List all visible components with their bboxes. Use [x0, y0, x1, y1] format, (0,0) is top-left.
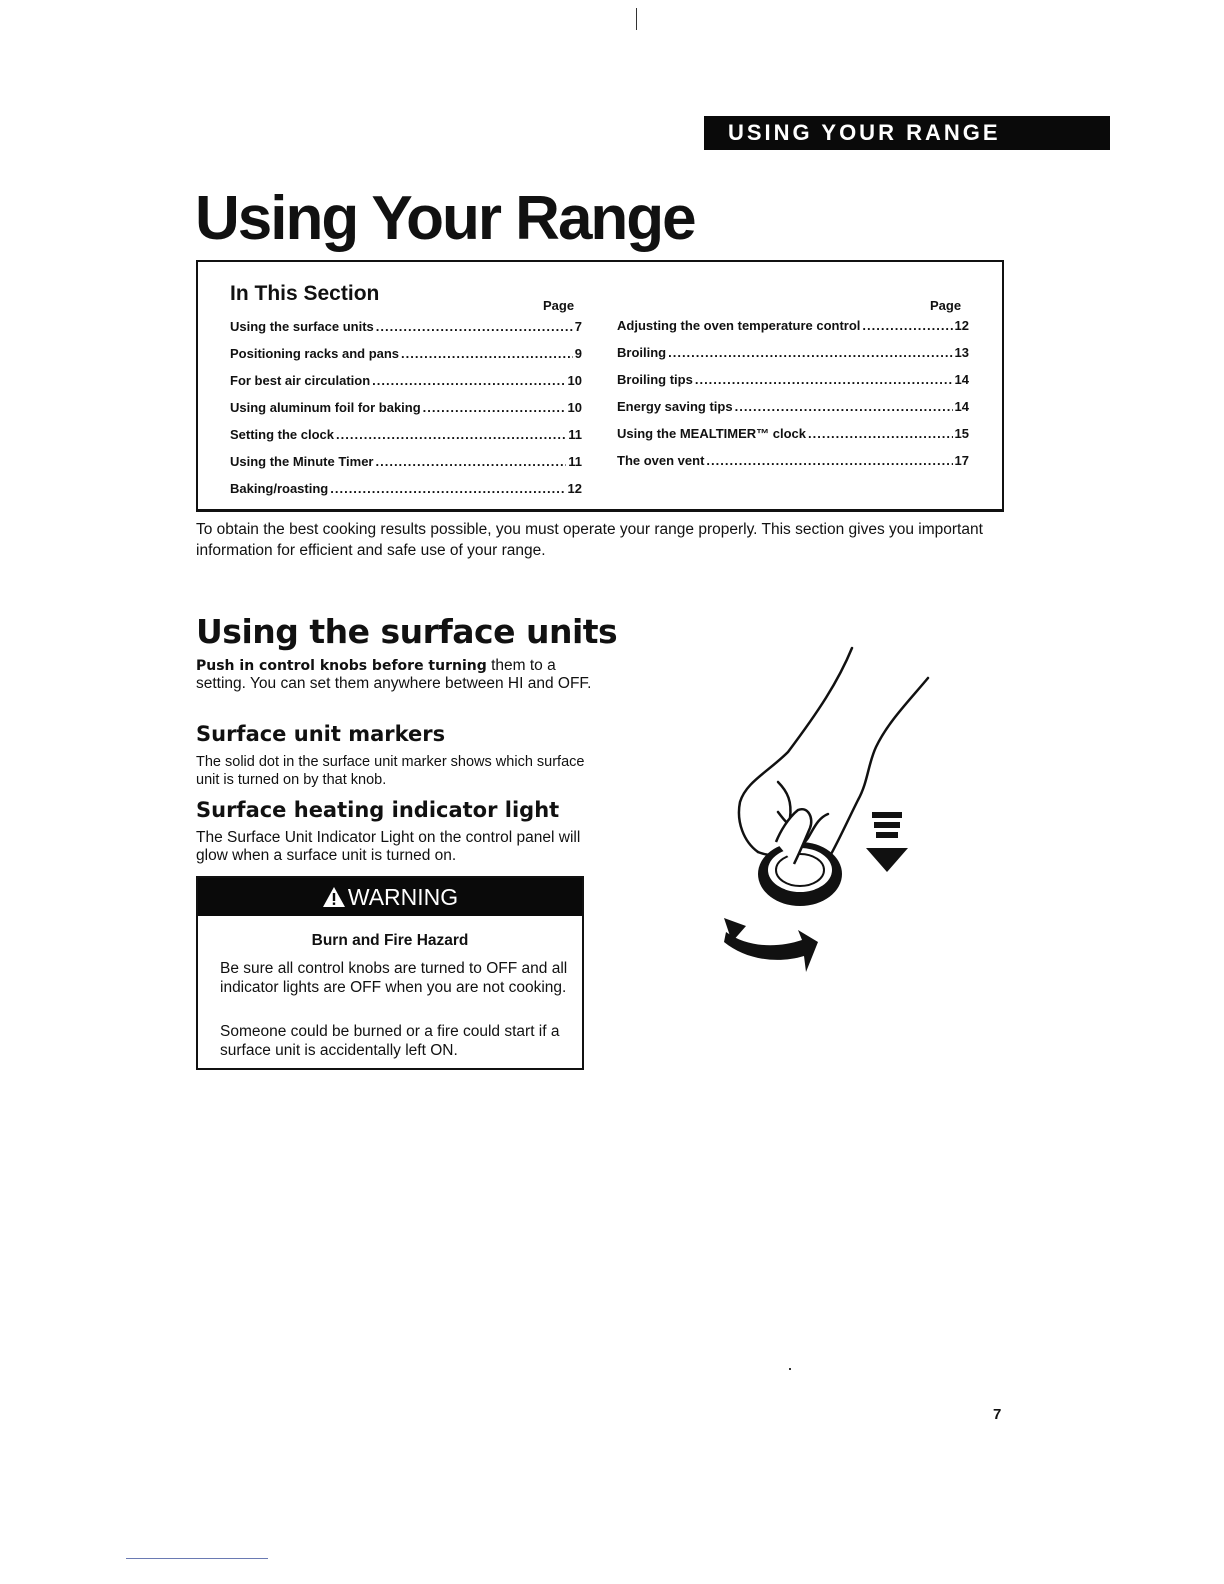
toc-entry-page: 11 — [568, 454, 582, 469]
toc-leader-dots — [862, 318, 952, 333]
toc-entry-label: Using the MEALTIMER™ clock — [617, 426, 806, 441]
page-title: Using Your Range — [195, 184, 695, 253]
warning-label: WARNING — [347, 883, 459, 910]
toc-entry-page: 11 — [568, 427, 582, 442]
toc-entry — [617, 345, 969, 360]
toc-entry-page: 13 — [954, 345, 969, 360]
warning-triangle-icon — [322, 886, 346, 908]
section-banner — [704, 116, 1110, 150]
toc-heading: In This Section — [230, 282, 380, 305]
toc-leader-dots — [372, 373, 565, 388]
crop-mark — [636, 8, 637, 30]
toc-entry — [617, 372, 969, 387]
toc-entry-page: 7 — [574, 319, 582, 334]
toc-entry-label: Energy saving tips — [617, 399, 733, 414]
toc-entry-label: Baking/roasting — [230, 481, 329, 496]
page-number: 7 — [993, 1406, 1002, 1423]
footer-rule — [126, 1558, 268, 1559]
toc-entry-page: 10 — [567, 400, 582, 415]
toc-entry-label: Using the surface units — [230, 319, 374, 334]
toc-entry-page: 17 — [954, 453, 969, 468]
warning-subtitle: Burn and Fire Hazard — [311, 932, 469, 949]
push-rest-text: them to a setting. You can set them anywhere between HI and OFF. — [196, 657, 592, 692]
toc-leader-dots — [336, 427, 566, 442]
toc-leader-dots — [735, 399, 953, 414]
toc-leader-dots — [376, 319, 573, 334]
markers-heading: Surface unit markers — [196, 722, 446, 746]
toc-entry — [230, 481, 582, 496]
toc-page-label-left: Page — [543, 298, 575, 313]
toc-entry-label: Broiling tips — [617, 372, 693, 387]
indicator-paragraph: The Surface Unit Indicator Light on the control panel will glow when a surface unit is turned on. — [196, 829, 581, 864]
toc-leader-dots — [401, 346, 573, 361]
toc-leader-dots — [668, 345, 952, 360]
toc-entry-label: Using aluminum foil for baking — [230, 400, 421, 415]
toc-page-label-right: Page — [930, 298, 962, 313]
toc-entry-label: The oven vent — [617, 453, 705, 468]
toc-entry-page: 12 — [567, 481, 582, 496]
toc-leader-dots — [423, 400, 566, 415]
warning-header — [198, 878, 582, 916]
toc-entry-label: For best air circulation — [230, 373, 371, 388]
section-banner-text: USING YOUR RANGE — [728, 120, 1001, 145]
toc-entry — [230, 373, 582, 388]
push-paragraph — [196, 657, 596, 693]
toc-entry — [230, 346, 582, 361]
toc-entry-label: Adjusting the oven temperature control — [617, 318, 861, 333]
push-bold-text: Push in control knobs before turning — [196, 658, 487, 674]
toc-entry — [230, 454, 582, 469]
warning-paragraph-2: Someone could be burned or a fire could start if a surface unit is accidentally left ON. — [220, 1023, 560, 1059]
toc-entry-label: Using the Minute Timer — [230, 454, 374, 469]
toc-entry-page: 9 — [574, 346, 582, 361]
toc-entry-page: 12 — [954, 318, 969, 333]
toc-entry — [617, 399, 969, 414]
toc-entry-label: Setting the clock — [230, 427, 335, 442]
toc-entry — [617, 318, 969, 333]
toc-leader-dots — [695, 372, 953, 387]
toc-entry-page: 15 — [954, 426, 969, 441]
toc-leader-dots — [330, 481, 565, 496]
warning-paragraph-1: Be sure all control knobs are turned to OFF and all indicator lights are OFF when you are not cooking. — [220, 960, 568, 996]
toc-leader-dots — [376, 454, 567, 469]
toc-entry — [617, 426, 969, 441]
indicator-heading: Surface heating indicator light — [196, 798, 560, 822]
toc-leader-dots — [706, 453, 952, 468]
toc-entry — [230, 400, 582, 415]
toc-entry-page: 14 — [954, 399, 969, 414]
toc-entry-label: Broiling — [617, 345, 667, 360]
markers-paragraph: The solid dot in the surface unit marker shows which surface unit is turned on by that knob. — [196, 754, 585, 788]
stray-mark — [789, 1368, 791, 1370]
toc-entry-page: 10 — [567, 373, 582, 388]
toc-entry — [230, 427, 582, 442]
hand-turning-knob-illustration — [718, 642, 948, 982]
toc-entry — [230, 319, 582, 334]
intro-paragraph: To obtain the best cooking results possible, you must operate your range properly. This section gives you important information for efficient and safe use of your range. — [196, 521, 983, 559]
toc-entry — [617, 453, 969, 468]
toc-leader-dots — [808, 426, 953, 441]
toc-entry-page: 14 — [954, 372, 969, 387]
section-title: Using the surface units — [196, 612, 618, 651]
toc-entry-label: Positioning racks and pans — [230, 346, 400, 361]
